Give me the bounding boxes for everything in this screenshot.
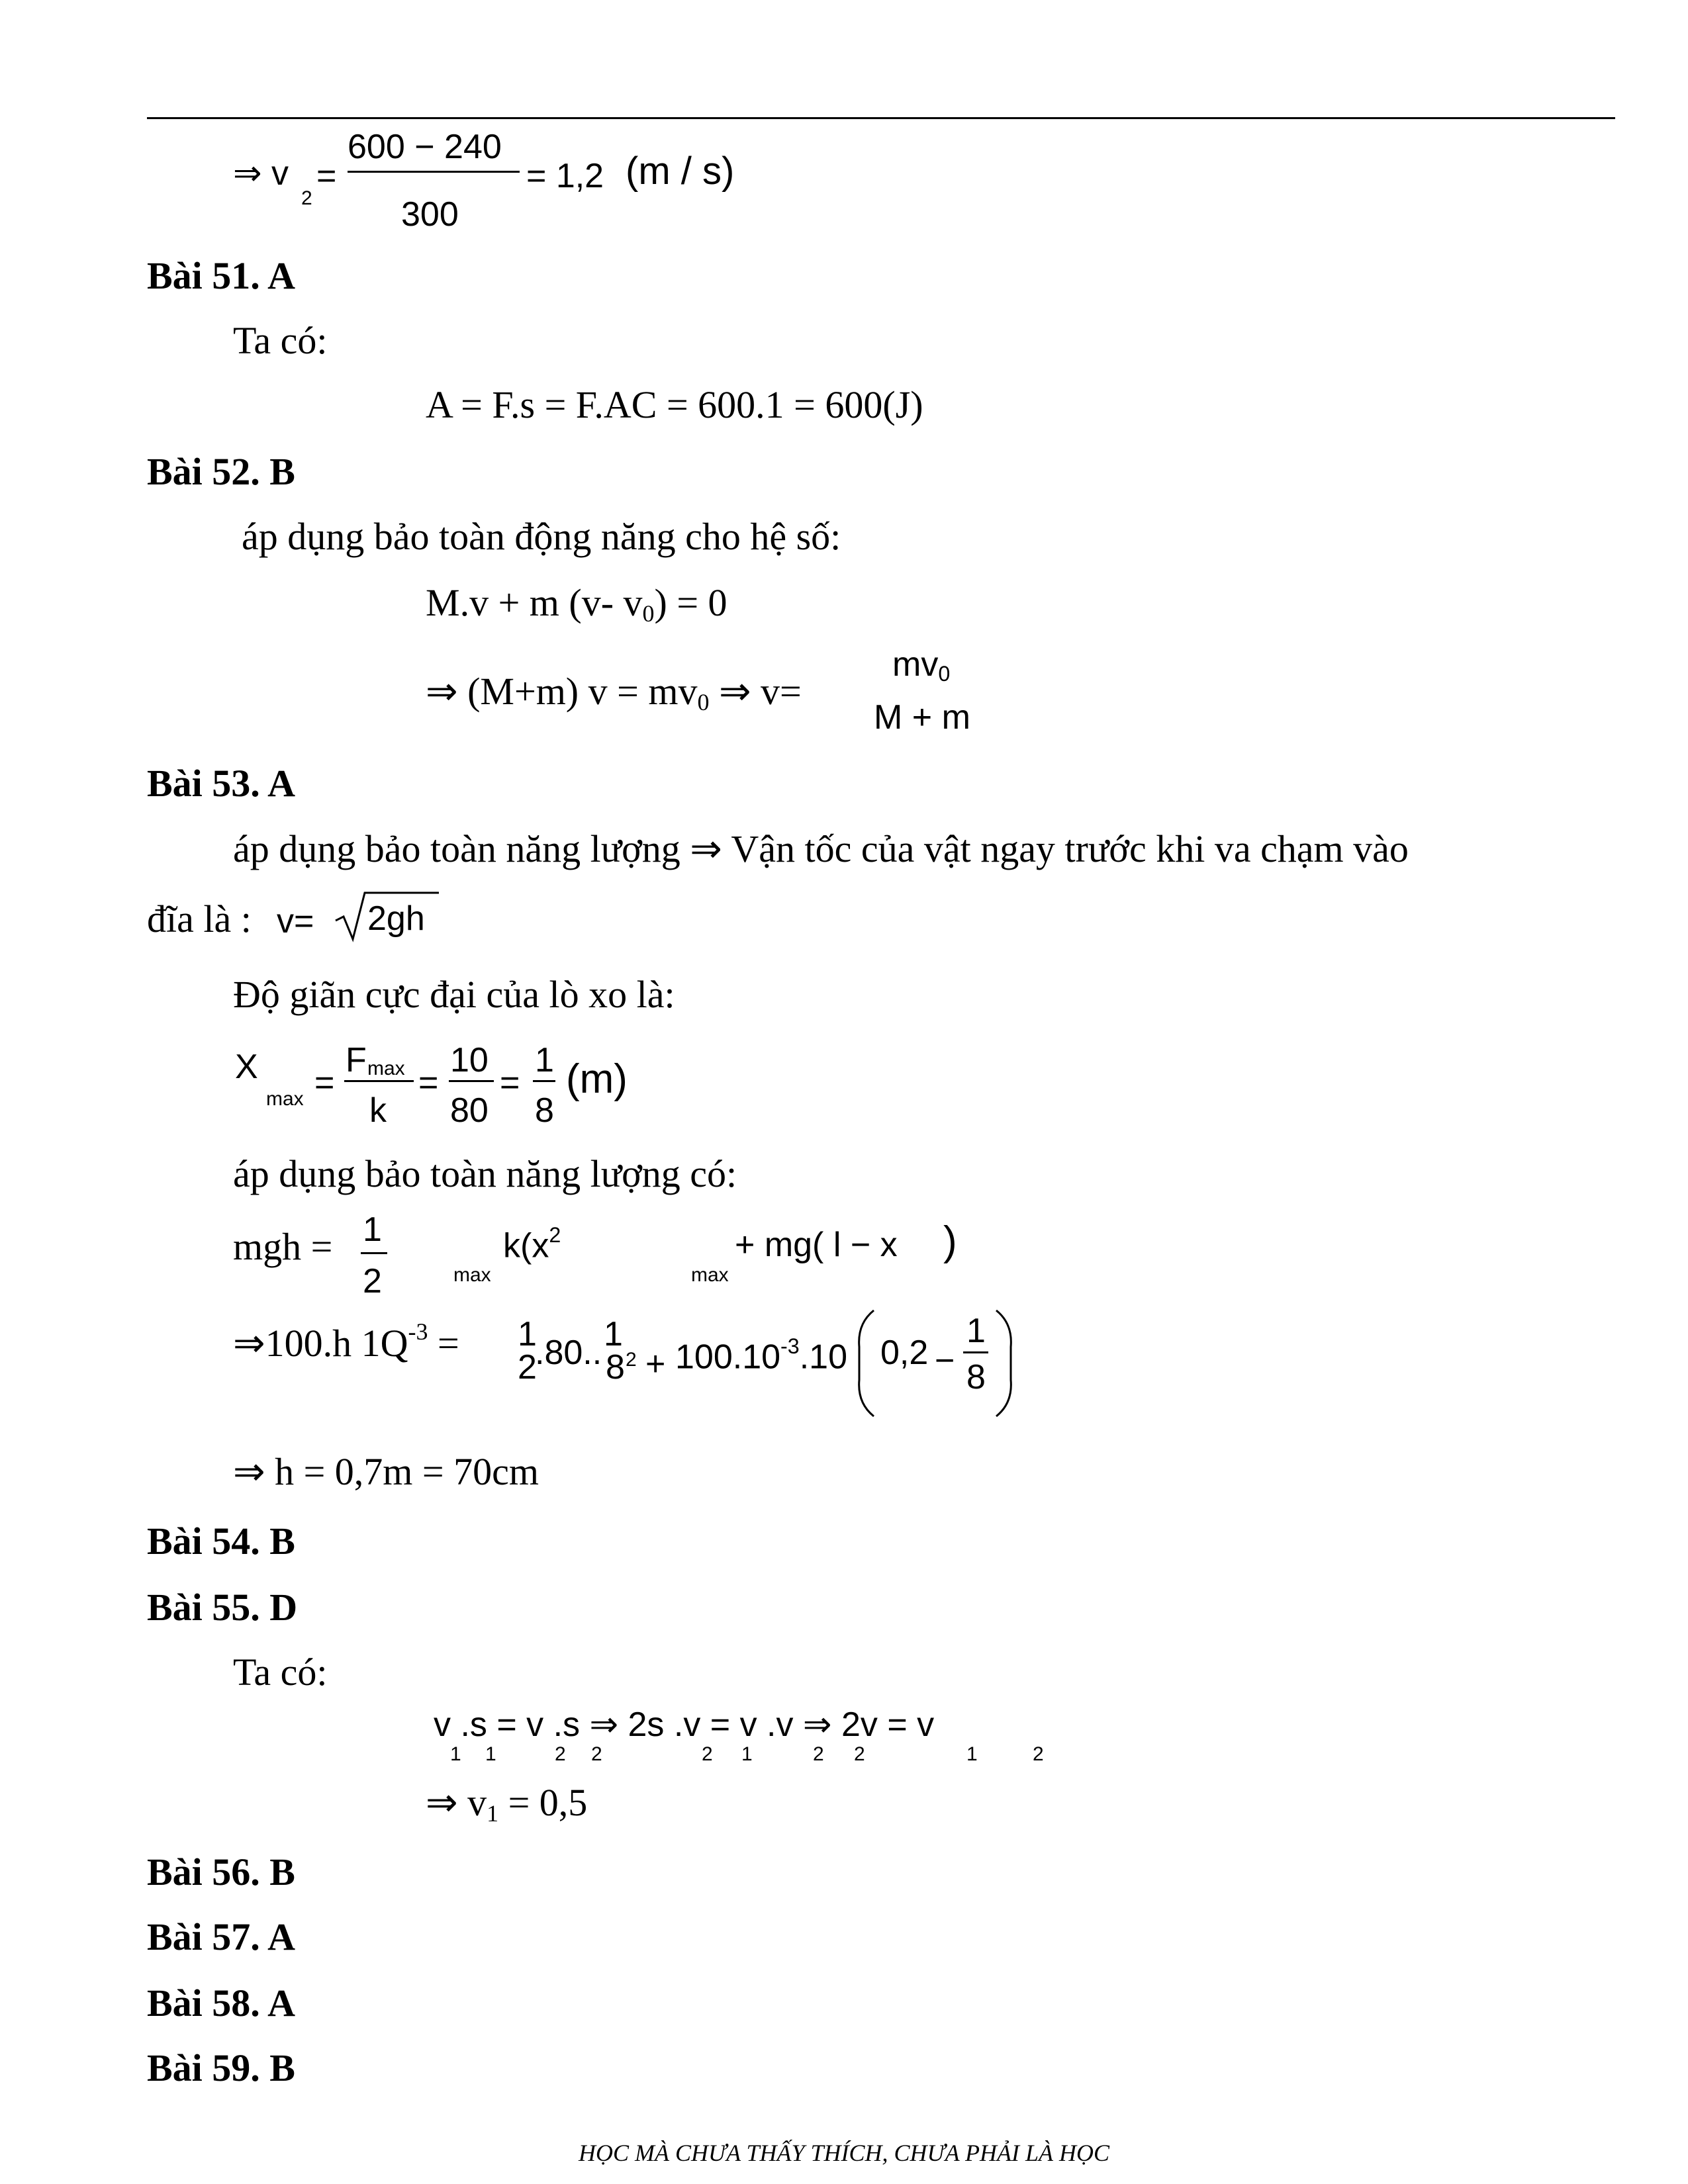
result-53: ⇒ h = 0,7m = 70cm [233,1450,539,1493]
page-footer: HỌC MÀ CHƯA THẤY THÍCH, CHƯA PHẢI LÀ HỌC [578,2140,1109,2166]
heading-bai-51: Bài 51. A [147,254,295,297]
right-paren [990,1307,1016,1420]
left-paren [854,1307,880,1420]
text-53-intro2: đĩa là : [147,897,252,940]
fraction-52-num: $mv_0$ [892,645,951,686]
v-equals: v= [277,902,314,940]
text-53-intro: áp dụng bảo toàn năng lượng ⇒ Vận tốc của vật ngay trước khi va chạm vào [233,827,1409,870]
text-ta-co-51: Ta có: [233,319,328,362]
heading-bai-57: Bài 57. A [147,1915,295,1958]
heading-bai-58: Bài 58. A [147,1981,295,2025]
heading-bai-56: Bài 56. B [147,1850,295,1893]
text-52-intro: áp dụng bảo toàn động năng cho hệ số: [242,515,841,558]
equation-52-b: ⇒ (M+m) $v = mv_0$ ⇒ v= [426,670,802,715]
fraction-52-den: M + m [874,698,970,737]
equation-52-a: M.v + m (v- $v_0) = 0$ [426,581,727,627]
document-page: ⇒ v 2 = 600 − 240 300 = 1,2 (m / s) Bài 51. A Ta có: A = F.s = F.AC = 600.1 = 600(J) Bài 52. B áp dụng bảo toàn động năng cho hệ số: M.v + m (v- $v_0) = 0$ ⇒ (M+m) $v = mv_0$ ⇒ v= $mv_0$ M + m Bài 53. A áp dụng bảo toàn năng lượng ⇒ Vận tốc của vật ngay trước khi va chạm vào đĩa là : v= 2gh Độ giãn cực đại của lò xo là: X max = F max k = 10 80 = 1 8 (m) áp dụng bảo toàn năng lượng có: mgh = 1 2 max $k(x^2$ max + mg( l − x ) ⇒100.h $1Q^{-3}$ = 1 2 .80.. 1 8 2 + $100.10^{-3}.10$ 0,2 − 1 8 ⇒ h = 0,7m = 70cm Bài 54. B Bài 55. D Ta có: v .s = v .s ⇒ 2s .v = v .v ⇒ 2v = v 1 1 2 2 2 1 2 2 1 2 ⇒ $v_1 = 0,5$ Bài 56. B Bài 57. A Bài 58. A Bài 59. B HỌC MÀ CHƯA THẤY THÍCH, CHƯA PHẢI LÀ HỌC [0,0,1688,2184]
formula-51: A = F.s = F.AC = 600.1 = 600(J) [426,383,923,426]
sqrt-argument: 2gh [367,899,425,938]
result-55: ⇒ $v_1 = 0,5$ [426,1781,588,1827]
text-energy-intro: áp dụng bảo toàn năng lượng có: [233,1152,737,1195]
heading-bai-55: Bài 55. D [147,1586,298,1629]
header-rule [147,117,1615,119]
heading-bai-53: Bài 53. A [147,762,295,805]
heading-bai-59: Bài 59. B [147,2046,295,2089]
text-spring-stretch: Độ giãn cực đại của lò xo là: [233,973,675,1016]
text-ta-co-55: Ta có: [233,1651,328,1694]
fraction-bar [348,171,520,173]
heading-bai-52: Bài 52. B [147,450,295,493]
heading-bai-54: Bài 54. B [147,1520,295,1563]
